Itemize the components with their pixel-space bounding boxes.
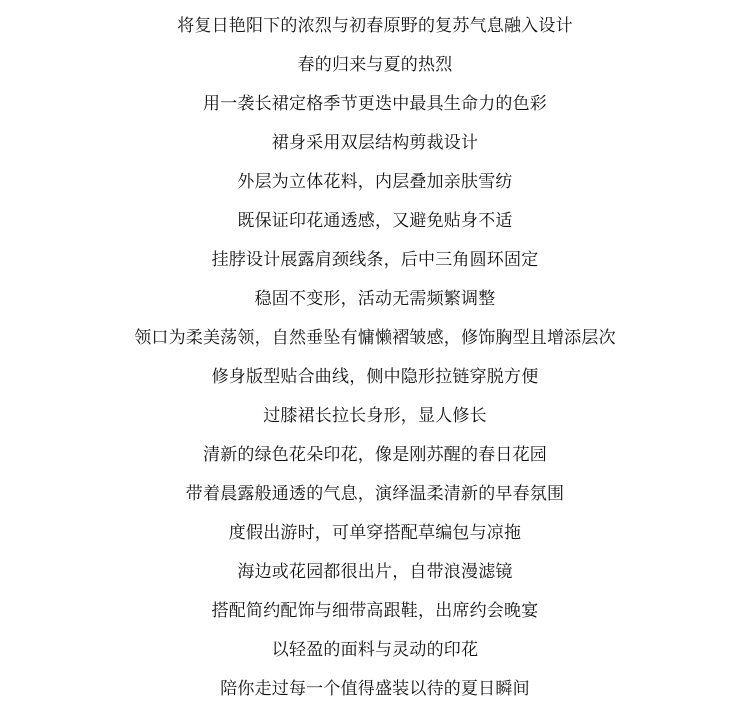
description-line: 用一袭长裙定格季节更迭中最具生命力的色彩 xyxy=(203,94,547,114)
description-line: 陪你走过每一个值得盛装以待的夏日瞬间 xyxy=(220,679,530,699)
description-line: 海边或花园都很出片，自带浪漫滤镜 xyxy=(237,562,513,582)
description-line: 裙身采用双层结构剪裁设计 xyxy=(271,133,479,153)
description-line: 清新的绿色花朵印花，像是刚苏醒的春日花园 xyxy=(203,445,547,465)
description-line: 外层为立体花料，内层叠加亲肤雪纺 xyxy=(237,172,513,192)
description-line: 稳固不变形，活动无需频繁调整 xyxy=(254,289,496,309)
description-line: 既保证印花通透感，又避免贴身不适 xyxy=(237,211,513,231)
description-line: 度假出游时，可单穿搭配草编包与凉拖 xyxy=(228,523,522,543)
description-line: 带着晨露般通透的气息，演绎温柔清新的早春氛围 xyxy=(185,484,565,504)
description-line: 挂脖设计展露肩颈线条，后中三角圆环固定 xyxy=(211,250,539,270)
description-line: 春的归来与夏的热烈 xyxy=(297,55,453,75)
description-line: 搭配简约配饰与细带高跟鞋，出席约会晚宴 xyxy=(211,601,539,621)
description-lines xyxy=(0,7,750,709)
description-line: 过膝裙长拉长身形，显人修长 xyxy=(263,406,487,426)
description-line: 领口为柔美荡领，自然垂坠有慵懒褶皱感，修饰胸型且增添层次 xyxy=(134,328,616,348)
description-line: 将复日艳阳下的浓烈与初春原野的复苏气息融入设计 xyxy=(177,16,573,36)
description-line: 以轻盈的面料与灵动的印花 xyxy=(271,640,479,660)
description-line: 修身版型贴合曲线，侧中隐形拉链穿脱方便 xyxy=(211,367,539,387)
